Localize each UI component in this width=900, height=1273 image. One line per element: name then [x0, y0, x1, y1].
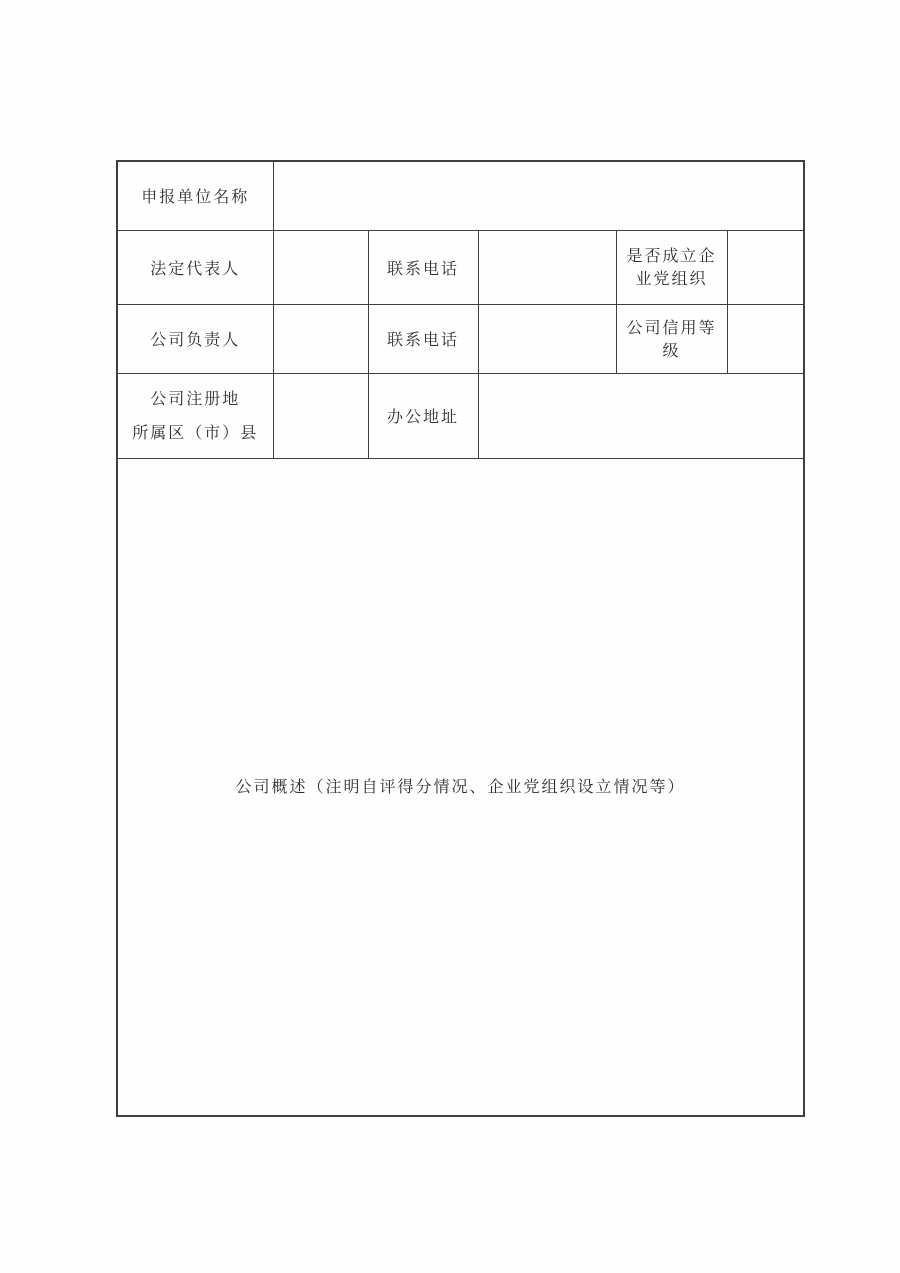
legal-rep-phone-label: 联系电话 [368, 230, 478, 304]
credit-rating-label: 公司信用等级 [616, 304, 727, 373]
row-registration [117, 373, 804, 458]
manager-label: 公司负责人 [117, 304, 273, 373]
manager-phone-label: 联系电话 [368, 304, 478, 373]
overview-cell [117, 458, 804, 1116]
manager-phone-value-cell [478, 304, 616, 373]
party-org-value-cell [727, 230, 804, 304]
row-unit-name [117, 161, 804, 230]
unit-name-label: 申报单位名称 [117, 161, 273, 230]
application-form-table [116, 160, 805, 1117]
row-legal-rep [117, 230, 804, 304]
office-address-label: 办公地址 [368, 373, 478, 458]
manager-value-cell [273, 304, 368, 373]
registration-label-line2: 所属区（市）县 [132, 422, 259, 442]
registration-label-line1: 公司注册地 [150, 388, 241, 408]
legal-rep-label: 法定代表人 [117, 230, 273, 304]
row-overview [117, 458, 804, 1116]
unit-name-value-cell [273, 161, 804, 230]
overview-label: 公司概述（注明自评得分情况、企业党组织设立情况等） [235, 776, 686, 796]
registration-label [117, 373, 273, 458]
legal-rep-phone-value-cell [478, 230, 616, 304]
party-org-label: 是否成立企业党组织 [616, 230, 727, 304]
office-address-value-cell [478, 373, 804, 458]
credit-rating-value-cell [727, 304, 804, 373]
legal-rep-value-cell [273, 230, 368, 304]
registration-value-cell [273, 373, 368, 458]
row-manager [117, 304, 804, 373]
